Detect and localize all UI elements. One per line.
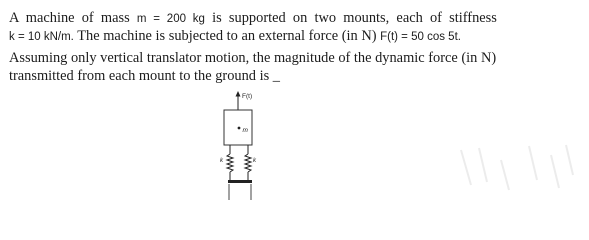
spring-left: [227, 145, 233, 180]
spring-right-label: k: [253, 158, 256, 164]
problem-line-1: [9, 9, 497, 28]
spring-right: [245, 145, 251, 180]
stiffness-value: k = 10 kN/m.: [9, 31, 74, 43]
spring-left-label: k: [220, 158, 223, 164]
problem-text: A machine of mass: [9, 10, 130, 26]
force-label: F(t): [242, 93, 253, 100]
mass-label: m: [242, 127, 248, 134]
force-expression: F(t) = 50 cos 5t.: [380, 31, 461, 43]
mass-center-dot: [238, 127, 241, 130]
force-arrow: [236, 91, 241, 110]
problem-line-2: [9, 27, 461, 46]
mass-value: m = 200 kg: [136, 13, 205, 25]
ground-base: [228, 180, 252, 200]
machine-spring-diagram: [220, 88, 280, 200]
problem-line-3: Assuming only vertical translator motion, the magnitude of the dynamic force (in N): [9, 50, 497, 66]
problem-text: The machine is subjected to an external force (in N): [77, 28, 377, 44]
watermark-graphic: [451, 140, 581, 195]
problem-text: is supported on two mounts, each of stiffness: [212, 10, 497, 26]
problem-line-4: transmitted from each mount to the ground is _: [9, 68, 280, 84]
